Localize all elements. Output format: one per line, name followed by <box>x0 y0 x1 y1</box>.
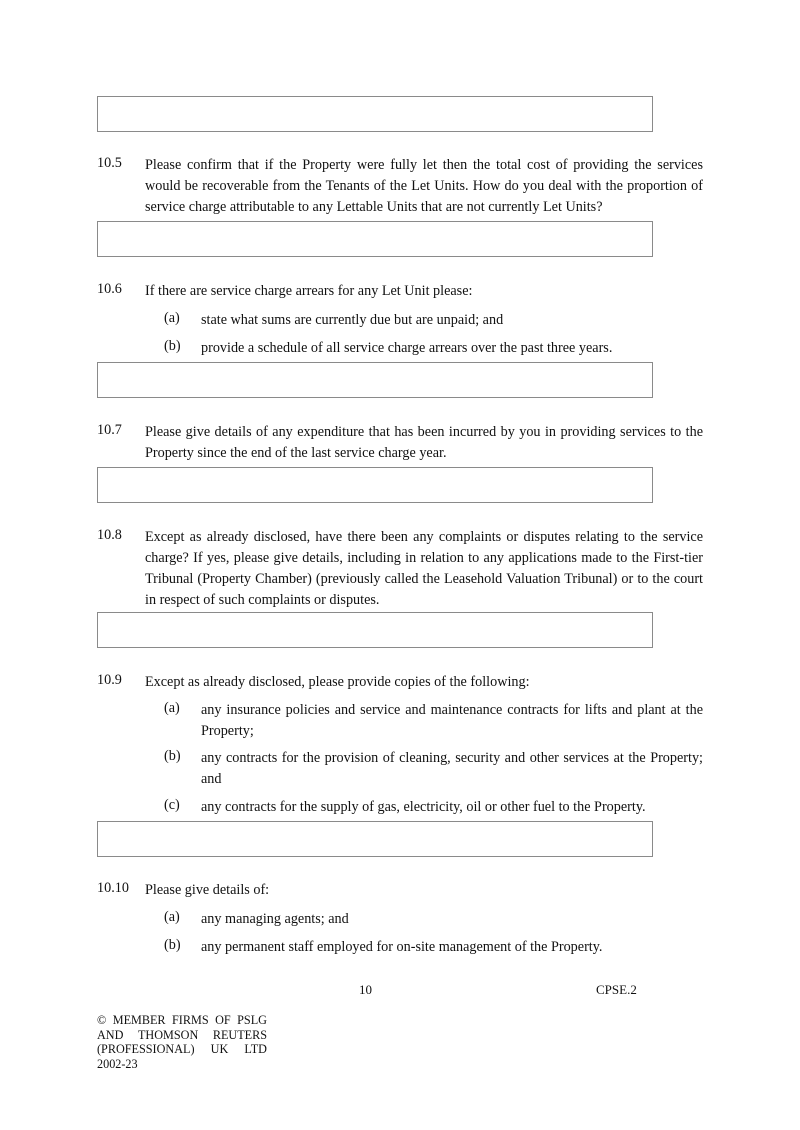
sub-item-10-9-a <box>161 700 703 742</box>
sub-item-letter: (b) <box>164 748 181 764</box>
question-text: If there are service charge arrears for any Let Unit please: <box>145 283 473 299</box>
question-text: Except as already disclosed, please provide copies of the following: <box>145 674 530 690</box>
answer-box-10-7[interactable] <box>97 467 653 503</box>
answer-box-10-5[interactable] <box>97 221 653 257</box>
sub-item-10-10-b <box>161 937 703 958</box>
copyright-notice <box>97 1013 267 1071</box>
sub-item-10-6-a <box>161 310 703 331</box>
question-10-8 <box>97 527 703 611</box>
copyright-word: MEMBER <box>112 1013 166 1027</box>
sub-item-text: any permanent staff employed for on-site management of the Property. <box>201 939 603 955</box>
sub-item-text: any managing agents; and <box>201 911 349 927</box>
page-number: 10 <box>359 982 372 997</box>
form-code: CPSE.2 <box>596 982 637 997</box>
copyright-word: PSLG <box>237 1013 267 1027</box>
sub-item-10-9-b <box>161 748 703 790</box>
answer-box-10-8[interactable] <box>97 612 653 648</box>
question-10-5 <box>97 155 703 218</box>
sub-item-text: any contracts for the provision of cleaning, security and other services at the Property; and <box>201 750 703 787</box>
question-number: 10.8 <box>97 527 122 543</box>
sub-item-text: provide a schedule of all service charge arrears over the past three years. <box>201 340 613 356</box>
question-10-9 <box>97 672 703 693</box>
question-10-10 <box>97 880 703 901</box>
sub-item-letter: (c) <box>164 797 180 813</box>
copyright-line <box>97 1042 267 1057</box>
copyright-word: UK <box>210 1042 229 1056</box>
copyright-line <box>97 1057 267 1072</box>
sub-item-letter: (a) <box>164 909 180 925</box>
copyright-word: (PROFESSIONAL) <box>97 1042 195 1056</box>
sub-item-letter: (b) <box>164 937 181 953</box>
sub-item-letter: (a) <box>164 310 180 326</box>
sub-item-10-10-a <box>161 909 703 930</box>
copyright-line <box>97 1028 267 1043</box>
copyright-word: AND <box>97 1027 124 1042</box>
answer-box-10-9[interactable] <box>97 821 653 857</box>
question-number: 10.7 <box>97 422 122 438</box>
sub-item-text: state what sums are currently due but are unpaid; and <box>201 312 504 328</box>
copyright-word: REUTERS <box>212 1027 267 1042</box>
question-text: Please give details of any expenditure that has been incurred by you in providing services to the Property since the end of the last service charge year. <box>145 424 703 461</box>
sub-item-10-6-b <box>161 338 703 359</box>
question-number: 10.9 <box>97 672 122 688</box>
copyright-word: FIRMS <box>172 1013 209 1027</box>
question-number: 10.10 <box>97 880 129 896</box>
sub-item-text: any contracts for the supply of gas, electricity, oil or other fuel to the Property. <box>201 799 646 815</box>
question-text: Please confirm that if the Property were fully let then the total cost of providing the services would be recoverable from the Tenants of the Let Units. How do you deal with the proportion of service charge attributable to any Lettable Units that are not currently Let Units? <box>145 157 703 215</box>
sub-item-letter: (b) <box>164 338 181 354</box>
copyright-year: 2002-23 <box>97 1056 138 1071</box>
sub-item-10-9-c <box>161 797 703 818</box>
question-text: Except as already disclosed, have there been any complaints or disputes relating to the service charge? If yes, please give details, including in relation to any applications made to the First-tier Tribunal (Property Chamber) (previously called the Leasehold Valuation Tribunal) or to the court in respect of such complaints or disputes. <box>145 529 703 608</box>
copyright-word: LTD <box>244 1042 267 1056</box>
sub-item-letter: (a) <box>164 700 180 716</box>
question-number: 10.5 <box>97 155 122 171</box>
question-text: Please give details of: <box>145 882 270 898</box>
answer-box-10-4[interactable] <box>97 96 653 132</box>
sub-item-text: any insurance policies and service and maintenance contracts for lifts and plant at the Property; <box>201 702 703 739</box>
copyright-word: THOMSON <box>137 1027 199 1042</box>
copyright-word: OF <box>215 1013 231 1027</box>
copyright-word: © <box>97 1013 107 1027</box>
question-10-6 <box>97 281 703 302</box>
question-10-7 <box>97 422 703 464</box>
question-number: 10.6 <box>97 281 122 297</box>
answer-box-10-6[interactable] <box>97 362 653 398</box>
copyright-line <box>97 1013 267 1028</box>
